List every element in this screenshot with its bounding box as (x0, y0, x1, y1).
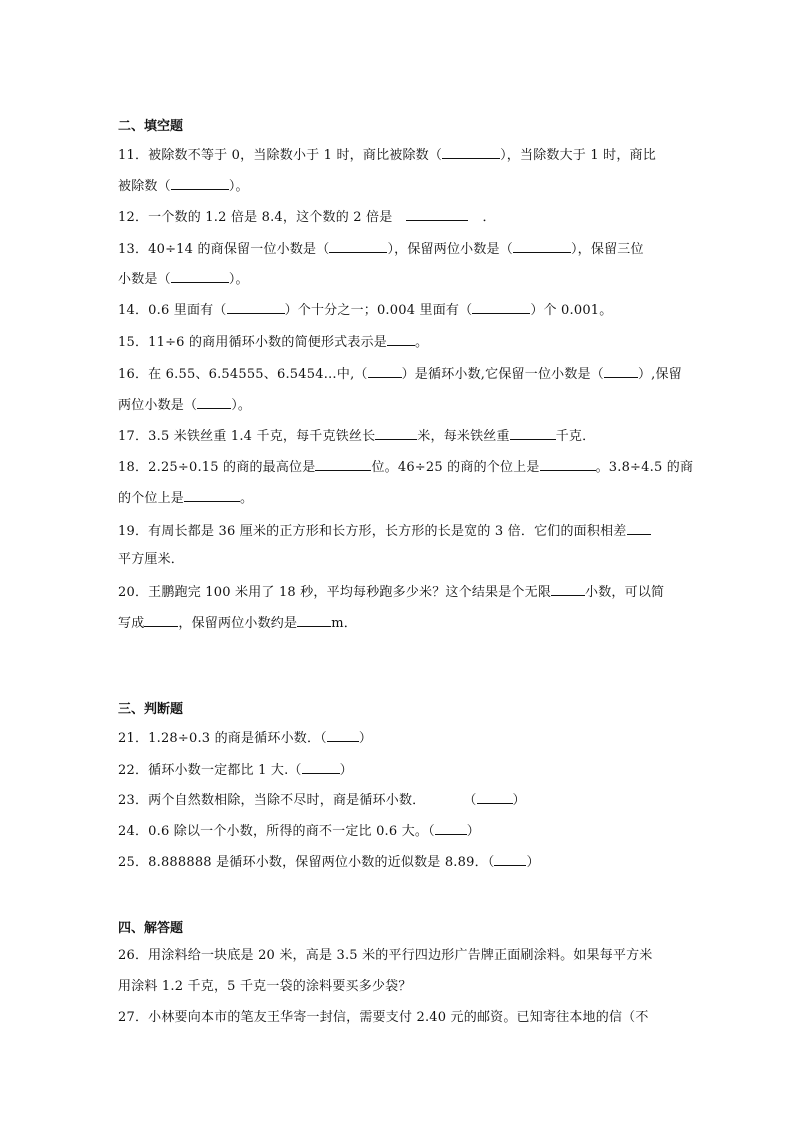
question-11-line-1: 11．被除数不等于 0，当除数小于 1 时，商比被除数（ ），当除数大于 1 时，商比 (118, 148, 656, 163)
answer-blank[interactable] (368, 365, 402, 378)
question-20-line-2: 写成 ，保留两位小数约是 m． (118, 616, 357, 631)
answer-blank[interactable] (442, 146, 500, 159)
answer-blank[interactable] (472, 301, 530, 314)
answer-blank[interactable] (171, 177, 229, 190)
question-12: 12．一个数的 1.2 倍是 8.4，这个数的 2 倍是 ． (118, 210, 496, 225)
answer-blank[interactable] (184, 489, 240, 502)
question-11-line-2: 被除数（ ）。 (118, 179, 249, 194)
answer-blank[interactable] (604, 365, 638, 378)
answer-blank[interactable] (327, 729, 359, 742)
question-15: 15．11÷6 的商用循环小数的简便形式表示是 。 (118, 335, 429, 350)
question-24: 24．0.6 除以一个小数，所得的商不一定比 0.6 大。（ ） (118, 824, 480, 839)
answer-blank[interactable] (227, 301, 285, 314)
question-19-line-2: 平方厘米． (118, 552, 185, 567)
answer-blank[interactable] (406, 208, 468, 221)
question-19-line-1: 19．有周长都是 36 厘米的正方形和长方形，长方形的长是宽的 3 倍．它们的面积相差 (118, 522, 651, 540)
question-26-line-1: 26．用涂料给一块底是 20 米，高是 3.5 米的平行四边形广告牌正面刷涂料。如果每平方米 (118, 948, 653, 963)
answer-blank[interactable] (297, 614, 331, 627)
question-18-line-1: 18．2.25÷0.15 的商的最高位是 位。46÷25 的商的个位上是 。3.8÷4.5 的商 (118, 460, 694, 475)
question-22: 22．循环小数一定都比 1 大.（ ） (118, 763, 353, 778)
question-27-line-1: 27．小林要向本市的笔友王华寄一封信，需要支付 2.40 元的邮资。已知寄往本地的信（不 (118, 1010, 649, 1025)
question-20-line-1: 20．王鹏跑完 100 米用了 18 秒，平均每秒跑多少米？这个结果是个无限 小数，可以简 (118, 585, 665, 600)
answer-blank[interactable] (435, 822, 467, 835)
answer-blank[interactable] (627, 522, 651, 535)
answer-blank[interactable] (513, 240, 571, 253)
question-16-line-1: 16．在 6.55、6.54555、6.5454…中,（ ）是循环小数,它保留一位小数是（ ）,保留 (118, 367, 682, 382)
question-26-line-2: 用涂料 1.2 千克，5 千克一袋的涂料要买多少袋？ (118, 979, 412, 994)
section-title-fill-blank: 二、填空题 (118, 119, 184, 134)
section-title-solve: 四、解答题 (118, 921, 184, 936)
answer-blank[interactable] (375, 427, 417, 440)
answer-blank[interactable] (144, 614, 178, 627)
answer-blank[interactable] (540, 458, 596, 471)
question-21: 21．1.28÷0.3 的商是循环小数．（ ） (118, 731, 373, 746)
answer-blank[interactable] (302, 761, 340, 774)
answer-blank[interactable] (329, 240, 387, 253)
answer-blank[interactable] (510, 427, 556, 440)
answer-blank[interactable] (197, 396, 231, 409)
answer-blank[interactable] (171, 270, 229, 283)
answer-blank[interactable] (477, 791, 513, 804)
section-title-true-false: 三、判断题 (118, 702, 184, 717)
answer-blank[interactable] (494, 853, 526, 866)
question-18-line-2: 的个位上是 。 (118, 491, 254, 506)
question-14: 14．0.6 里面有（ ）个十分之一；0.004 里面有（ ）个 0.001。 (118, 303, 613, 318)
question-16-line-2: 两位小数是（ ）。 (118, 398, 252, 413)
question-13-line-2: 小数是（ ）。 (118, 272, 249, 287)
answer-blank[interactable] (315, 458, 371, 471)
question-13-line-1: 13．40÷14 的商保留一位小数是（ ），保留两位小数是（ ），保留三位 (118, 242, 644, 257)
answer-blank[interactable] (387, 333, 415, 346)
answer-blank[interactable] (551, 583, 585, 596)
question-25: 25．8.888888 是循环小数，保留两位小数的近似数是 8.89．（ ） (118, 855, 540, 870)
question-17: 17．3.5 米铁丝重 1.4 千克，每千克铁丝长 米，每米铁丝重 千克． (118, 429, 596, 444)
question-23: 23．两个自然数相除，当除不尽时，商是循环小数． （ ） (118, 793, 526, 808)
